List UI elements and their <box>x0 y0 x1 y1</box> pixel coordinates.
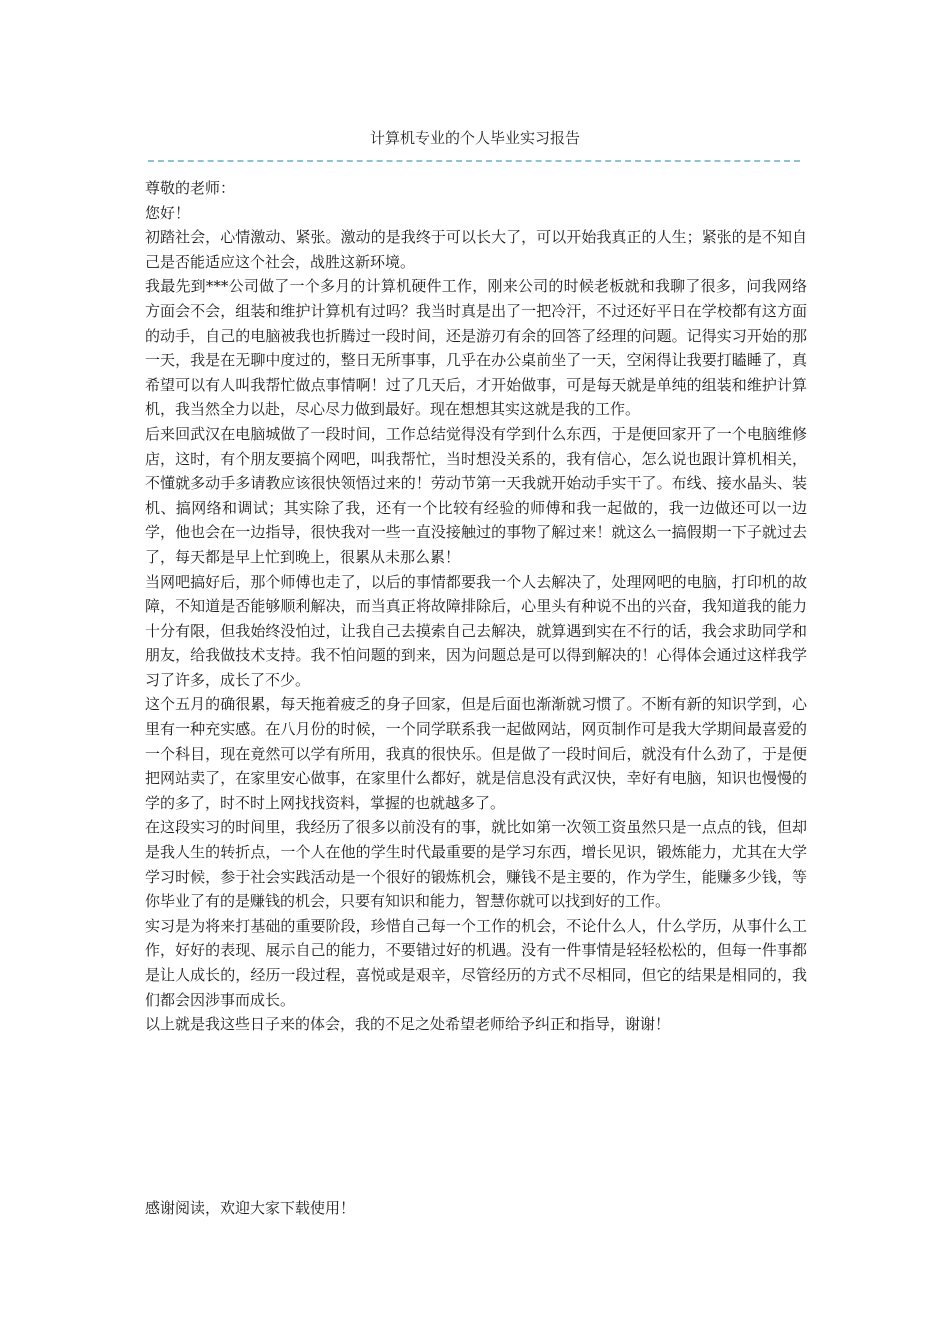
body-paragraph: 初踏社会，心情激动、紧张。激动的是我终于可以长大了，可以开始我真正的人生；紧张的是不知自己是否能适应这个社会，战胜这新环境。 <box>145 228 807 271</box>
closing-note: 感谢阅读，欢迎大家下载使用！ <box>145 1199 356 1217</box>
body-paragraph: 以上就是我这些日子来的体会，我的不足之处希望老师给予纠正和指导，谢谢！ <box>145 1015 671 1034</box>
document-body <box>145 176 807 1037</box>
body-paragraph: 这个五月的确很累，每天拖着疲乏的身子回家，但是后面也渐渐就习惯了。不断有新的知识学到，心里有一种充实感。在八月份的时候，一个同学联系我一起做网站，网页制作可是我大学期间最喜爱的一个科目，现在竟然可以学有所用，我真的很快乐。但是做了一段时间后，就没有什么劲了，于是便把网站卖了，在家里安心做事，在家里什么都好，就是信息没有武汉快，幸好有电脑，知识也慢慢的学的多了，时不时上网找找资料，掌握的也就越多了。 <box>145 695 807 812</box>
document-title: 计算机专业的个人毕业实习报告 <box>369 129 580 147</box>
body-paragraph: 后来回武汉在电脑城做了一段时间，工作总结觉得没有学到什么东西，于是便回家开了一个电脑维修店，这时，有个朋友要搞个网吧，叫我帮忙，当时想没关系的，我有信心，怎么说也跟计算机相关，不懂就多动手多请教应该很快领悟过来的！劳动节第一天我就开始动手实干了。布线、接水晶头、装机、搞网络和调试；其实除了我，还有一个比较有经验的师傅和我一起做的，我一边做还可以一边学，他也会在一边指导，很快我对一些一直没接触过的事物了解过来！就这么一搞假期一下子就过去了，每天都是早上忙到晚上，很累从未那么累！ <box>145 424 807 566</box>
salutation: 尊敬的老师： <box>145 179 236 197</box>
greeting: 您好！ <box>145 203 191 222</box>
body-paragraph: 我最先到***公司做了一个多月的计算机硬件工作，刚来公司的时候老板就和我聊了很多，问我网络方面会不会，组装和维护计算机有过吗？我当时真是出了一把冷汗，不过还好平日在学校都有这方面的动手，自己的电脑被我也折腾过一段时间，还是游刃有余的回答了经理的问题。记得实习开始的那一天，我是在无聊中度过的，整日无所事事，几乎在办公桌前坐了一天，空闲得让我要打瞌睡了，真希望可以有人叫我帮忙做点事情啊！过了几天后，才开始做事，可是每天就是单纯的组装和维护计算机，我当然全力以赴，尽心尽力做到最好。现在想想其实这就是我的工作。 <box>145 277 807 419</box>
body-paragraph: 在这段实习的时间里，我经历了很多以前没有的事，就比如第一次领工资虽然只是一点点的钱，但却是我人生的转折点，一个人在他的学生时代最重要的是学习东西，增长见识，锻炼能力，尤其在大学学习时候，参于社会实践活动是一个很好的锻炼机会，赚钱不是主要的，作为学生，能赚多少钱，等你毕业了有的是赚钱的机会，只要有知识和能力，智慧你就可以找到好的工作。 <box>145 818 807 911</box>
body-paragraph: 实习是为将来打基础的重要阶段，珍惜自己每一个工作的机会，不论什么人，什么学历，从事什么工作，好好的表现、展示自己的能力，不要错过好的机遇。没有一件事情是轻轻松松的，但每一件事都是让人成长的，经历一段过程，喜悦或是艰辛，尽管经历的方式不尽相同，但它的结果是相同的，我们都会因涉事而成长。 <box>145 916 807 1009</box>
title-divider <box>148 160 800 162</box>
body-paragraph: 当网吧搞好后，那个师傅也走了，以后的事情都要我一个人去解决了，处理网吧的电脑，打印机的故障，不知道是否能够顺利解决，而当真正将故障排除后，心里头有种说不出的兴奋，我知道我的能力十分有限，但我始终没怕过，让我自己去摸索自己去解决，就算遇到实在不行的话，我会求助同学和朋友，给我做技术支持。我不怕问题的到来，因为问题总是可以得到解决的！心得体会通过这样我学习了许多，成长了不少。 <box>145 572 807 689</box>
